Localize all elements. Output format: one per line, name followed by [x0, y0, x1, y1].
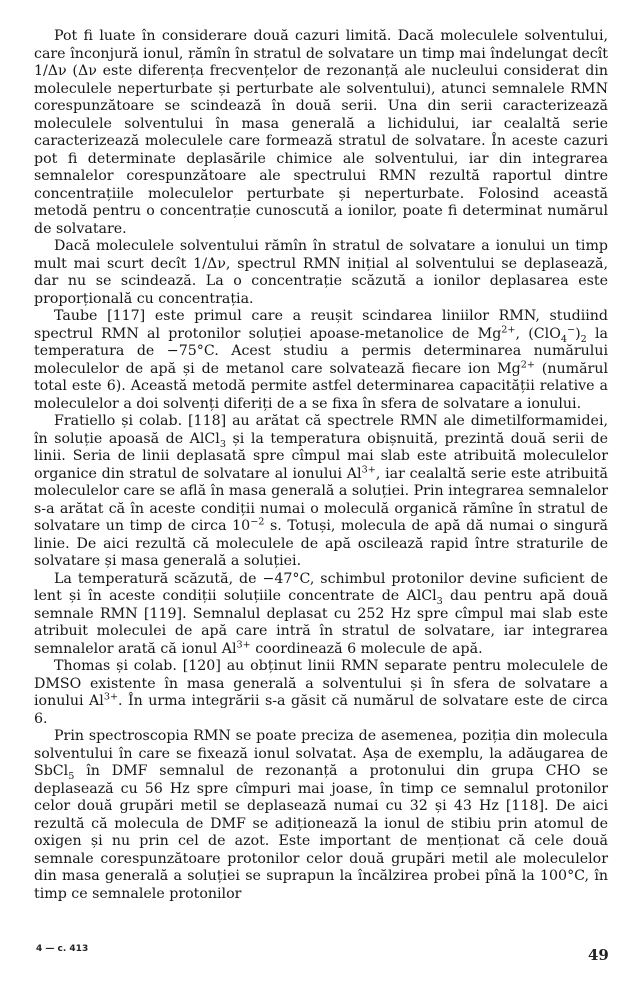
text-run: La temperatură scăzută, de −47°C, schimbul protonilor devine suficient de lent și în aceste condiții soluțiile concentrate de AlCl	[34, 570, 608, 604]
text-run: la temperatura de −75°C. Acest studiu a permis determinarea numărului moleculelor de apă și de metanol care solvatează fiecare ion Mg	[34, 325, 608, 377]
text-run: . În urma integrării s-a găsit că numărul de solvatare este de circa 6.	[34, 693, 608, 727]
text-run: s. Totuși, molecula de apă dă numai o singură linie. De aici rezultă că moleculele de apă oscilează rapid între straturile de solvatare și masa generală a soluției.	[34, 518, 608, 569]
text-run: Prin spectroscopia RMN se poate preciza de asemenea, poziția din molecula solventului în care se fixează ionul solvatat. Așa de exemplu, la adăugarea de SbCl	[34, 728, 608, 779]
page-body	[34, 28, 608, 903]
superscript: 3+	[103, 691, 119, 703]
printer-signature: 4 — c. 413	[36, 944, 89, 954]
text-run: Thomas și colab. [120] au obținut linii RMN separate pentru moleculele de DMSO existente în masa generală a solventului și în sfera de solvatare a ionului Al	[34, 658, 608, 709]
superscript: −2	[250, 516, 265, 528]
paragraph	[34, 28, 608, 238]
paragraph	[34, 658, 608, 728]
paragraph	[34, 308, 608, 413]
paragraph	[34, 728, 608, 903]
subscript: 3	[219, 438, 226, 450]
text-run: în DMF semnalul de rezonanță a protonului din grupa CHO se deplasează cu 56 Hz spre cîmpuri mai joase, în timp ce semnalul protonilor celor două grupări metil se deplasează numai cu 32 și 43 Hz [118]. De aici rezultă că molecula de DMF se adiționează la ionul de stibiu prin atomul de oxigen și nu prin cel de azot. Este important de menționat că cele două semnale corespunzătoare protonilor celor două grupări metil ale moleculelor din masa generală a soluției se suprapun la încălzirea probei pînă la 100°C, în timp ce semnalele protonilor	[34, 763, 608, 902]
text-run: (numărul total este 6). Această metodă permite astfel determinarea capacității relative a moleculelor a doi solvenți diferiți de a se fixa în sfera de solvatare a ionului.	[34, 360, 608, 412]
subscript: 2	[580, 333, 587, 345]
superscript: 3+	[236, 638, 251, 650]
text-run: coordinează 6 molecule de apă.	[250, 640, 483, 657]
text-run: , (ClO	[515, 325, 561, 342]
paragraph	[34, 238, 608, 308]
text-run: )	[575, 325, 581, 342]
text-run: Pot fi luate în considerare două cazuri limită. Dacă moleculele solventului, care înconjură ionul, rămîn în stratul de solvatare un timp mai îndelungat decît 1/Δν (Δν este diferența frecvențelor de rezonanță ale nucleului considerat din moleculele neperturbate și perturbate ale solventului), atunci semnalele RMN corespunzătoare se scindează în două serii. Una din serii caracterizează moleculele solventului în masa generală a lichidului, iar cealaltă serie caracterizează moleculele care formează stratul de solvatare. În aceste cazuri pot fi determinate deplasările chimice ale solventului, iar din integrarea semnalelor corespunzătoare ale spectrului RMN rezultă raportul dintre concentrațiile moleculelor perturbate și neperturbate. Folosind această metodă pentru o concentrație cunoscută a ionilor, poate fi determinat numărul de solvatare.	[34, 28, 608, 237]
superscript: 2+	[501, 323, 516, 335]
subscript: 4	[560, 333, 567, 345]
page-number: 49	[588, 946, 609, 964]
text-run: Dacă moleculele solventului rămîn în stratul de solvatare a ionului un timp mult mai scurt decît 1/Δν, spectrul RMN inițial al solventului se deplasează, dar nu se scindează. La o concentrație scăzută a ionilor deplasarea este proporțională cu concentrația.	[34, 238, 608, 307]
text-run: dau pentru apă două semnale RMN [119]. Semnalul deplasat cu 252 Hz spre cîmpul mai slab este atribuit moleculei de apă care intră în stratul de solvatare, iar integrarea semnalelor arată că ionul Al	[34, 588, 608, 657]
subscript: 5	[68, 770, 75, 782]
text-run: Taube [117] este primul care a reușit scindarea liniilor RMN, studiind spectrul RMN al protonilor soluției apoase-metanolice de Mg	[34, 308, 608, 342]
text-run: , iar cealaltă serie este atribuită moleculelor care se află în masa generală a soluției. Prin integrarea semnalelor s-a arătat că în aceste condiții numai o moleculă organică rămîne în stratul de solvatare un timp de circa 10	[34, 465, 608, 534]
superscript: 3+	[361, 463, 376, 475]
superscript: 2+	[520, 358, 535, 370]
paragraph	[34, 413, 608, 571]
paragraph	[34, 571, 608, 659]
subscript: 3	[436, 595, 443, 607]
superscript: −	[566, 323, 576, 335]
text-run: și la temperatura obișnuită, prezintă două serii de linii. Seria de linii deplasată spre cîmpul mai slab este atribuită moleculelor organice din stratul de solvatare al ionului Al	[34, 430, 609, 482]
text-run: Fratiello și colab. [118] au arătat că spectrele RMN ale dimetilformamidei, în soluție apoasă de AlCl	[34, 413, 608, 447]
